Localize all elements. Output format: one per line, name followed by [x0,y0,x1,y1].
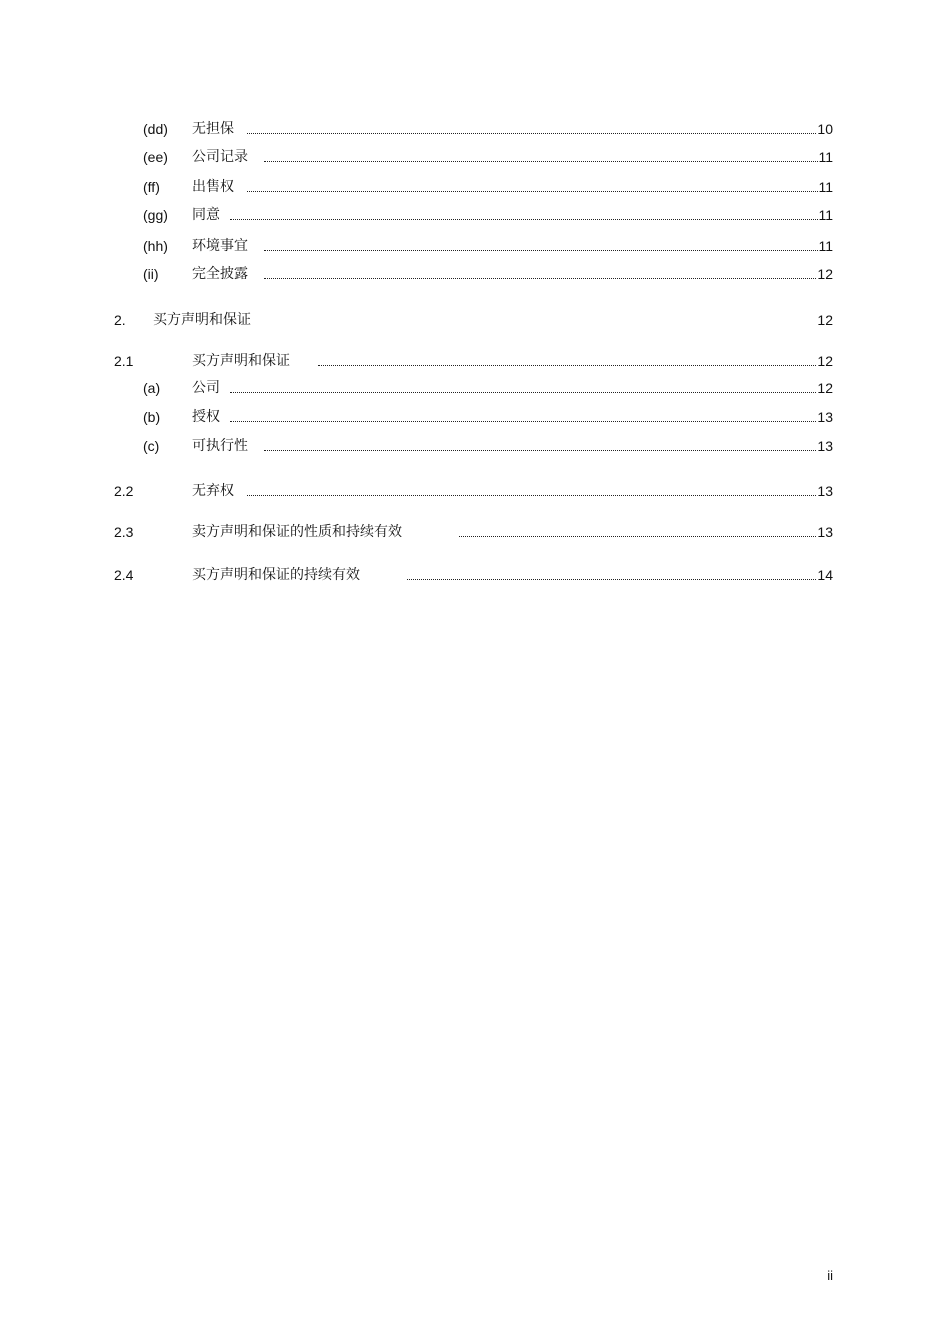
footer-page-number: ii [827,1268,833,1283]
toc-entry-number: 2.2 [114,483,134,499]
toc-entry-title: 授权 [192,409,220,425]
toc-entry-number: (ee) [143,149,168,165]
toc-entry-number: 2.1 [114,353,134,369]
toc-dot-leader [264,161,830,162]
toc-entry-ii[interactable] [0,264,950,284]
toc-entry-dd[interactable] [0,119,950,139]
toc-entry-number: (a) [143,380,161,396]
toc-entry-page: 11 [818,207,833,223]
toc-entry-number: (ii) [143,266,159,282]
toc-entry-title: 买方声明和保证 [153,312,251,328]
toc-entry-2-3[interactable] [0,522,950,542]
toc-entry-a[interactable] [0,378,950,398]
toc-entry-title: 公司记录 [192,149,248,165]
toc-entry-2-4[interactable] [0,565,950,585]
toc-section-2[interactable] [0,310,950,330]
toc-entry-page: 12 [817,353,833,369]
toc-entry-number: 2.3 [114,524,134,540]
toc-entry-page: 11 [818,179,833,195]
toc-entry-page: 11 [818,238,833,254]
toc-dot-leader [264,278,830,279]
toc-entry-page: 10 [817,121,833,137]
toc-entry-number: (hh) [143,238,168,254]
toc-entry-title: 无弃权 [192,483,234,499]
toc-entry-2-2[interactable] [0,481,950,501]
toc-dot-leader [230,421,830,422]
toc-entry-title: 无担保 [192,121,234,137]
toc-entry-page: 12 [817,312,833,328]
toc-entry-title: 可执行性 [192,438,248,454]
toc-entry-hh[interactable] [0,236,950,256]
toc-dot-leader [318,365,830,366]
toc-entry-title: 出售权 [192,179,234,195]
toc-dot-leader [264,250,830,251]
toc-entry-page: 13 [817,524,833,540]
toc-dot-leader [459,536,830,537]
toc-entry-page: 12 [817,266,833,282]
toc-entry-2-1[interactable] [0,351,950,371]
toc-entry-title: 买方声明和保证的持续有效 [192,567,360,583]
toc-entry-page: 13 [817,438,833,454]
toc-dot-leader [230,219,830,220]
toc-entry-title: 买方声明和保证 [192,353,290,369]
toc-entry-number: 2. [114,312,126,328]
toc-entry-number: (dd) [143,121,168,137]
toc-entry-page: 14 [817,567,833,583]
toc-entry-number: (gg) [143,207,168,223]
toc-entry-page: 11 [818,149,833,165]
toc-entry-page: 13 [817,409,833,425]
toc-entry-page: 12 [817,380,833,396]
toc-entry-number: 2.4 [114,567,134,583]
toc-entry-title: 同意 [192,207,220,223]
toc-entry-title: 完全披露 [192,266,248,282]
toc-entry-page: 13 [817,483,833,499]
toc-dot-leader [247,133,830,134]
toc-entry-number: (c) [143,438,160,454]
toc-entry-ff[interactable] [0,177,950,197]
toc-entry-title: 卖方声明和保证的性质和持续有效 [192,524,402,540]
toc-dot-leader [247,191,830,192]
toc-entry-b[interactable] [0,407,950,427]
toc-entry-gg[interactable] [0,205,950,225]
toc-dot-leader [264,450,830,451]
toc-dot-leader [247,495,830,496]
toc-dot-leader [407,579,830,580]
toc-entry-ee[interactable] [0,147,950,167]
toc-entry-c[interactable] [0,436,950,456]
toc-entry-number: (ff) [143,179,160,195]
toc-entry-title: 公司 [192,380,220,396]
toc-entry-number: (b) [143,409,161,425]
toc-dot-leader [230,392,830,393]
toc-entry-title: 环境事宜 [192,238,248,254]
